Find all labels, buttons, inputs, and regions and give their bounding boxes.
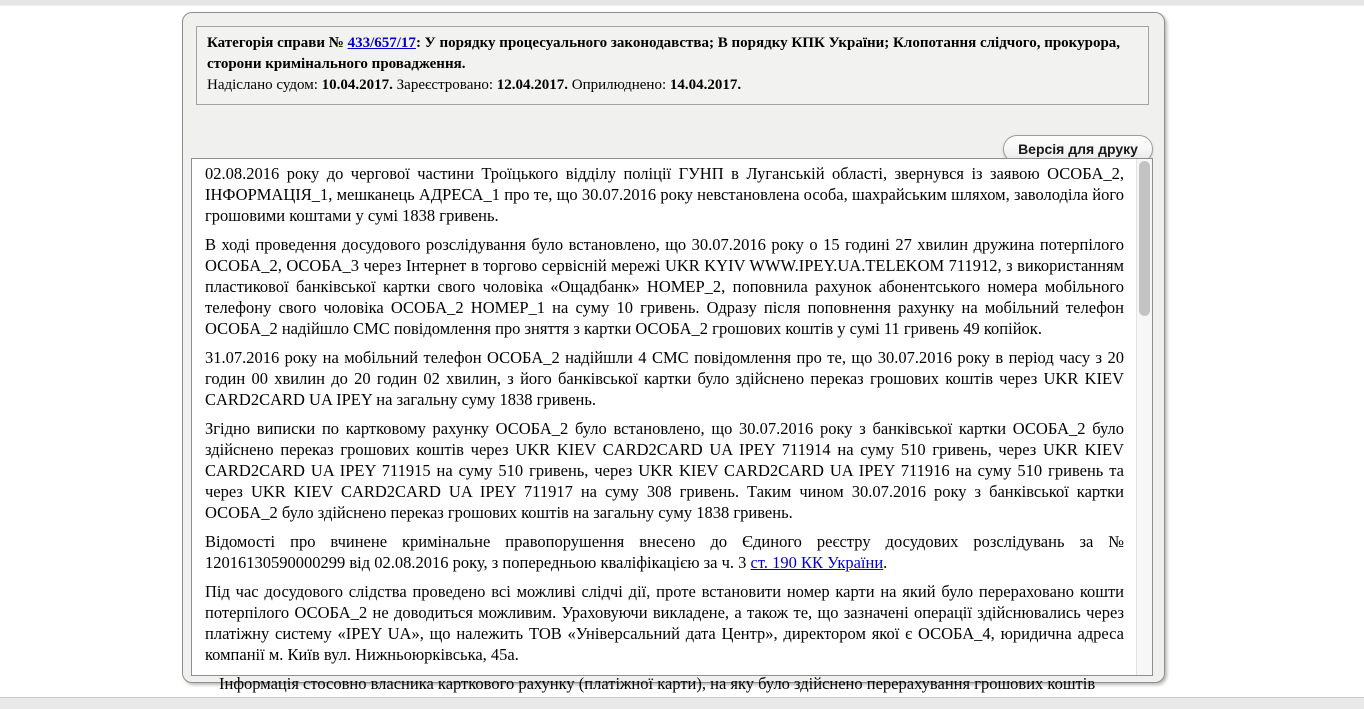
- case-number-link[interactable]: 433/657/17: [347, 35, 416, 51]
- category-label: Категорія справи №: [207, 35, 344, 51]
- law-article-link[interactable]: ст. 190 КК України: [750, 553, 884, 572]
- paragraph-5-text: Відомості про вчинене кримінальне правопорушення внесено до Єдиного реєстру досудових розслідувань за № 12016130590000299 від 02.08.2016 року, з попередньою кваліфікацією за ч. 3: [205, 532, 1124, 572]
- published-date: 14.04.2017.: [669, 77, 742, 93]
- paragraph-6: Під час досудового слідства проведено всі можливі слідчі дії, проте встановити номер карти на який було перераховано кошти потерпілого ОСОБА_2 не доводиться можливим. Ураховуючи викладене, а також те, що зазначені операції здійснювались через платіжну систему «IPEY UA», що належить ТОВ «Універсальний дата Центр», директором якої є ОСОБА_4, юридична адреса компанії м. Київ вул. Нижньоюрківська, 45а.: [205, 582, 1124, 664]
- dates-line: [207, 75, 1138, 96]
- top-window-strip: [0, 0, 1364, 6]
- document-text-area[interactable]: [191, 158, 1153, 693]
- paragraph-3: 31.07.2016 року на мобільний телефон ОСОБА_2 надійшли 4 СМС повідомлення про те, що 30.07.2016 року в період часу з 20 годин 00 хвилин до 20 годин 02 хвилин, з його банківської картки було здійснено переказ грошових коштів через UKR KIEV CARD2CARD UA IPEY на загальну суму 1838 гривень.: [205, 348, 1124, 409]
- registered-date: 12.04.2017.: [496, 77, 569, 93]
- print-version-button[interactable]: Версія для друку: [1003, 135, 1153, 163]
- case-info-box: [196, 26, 1149, 105]
- paragraph-1: 02.08.2016 року до чергової частини Троїцького відділу поліції ГУНП в Луганській області, звернувся із заявою ОСОБА_2, ІНФОРМАЦІЯ_1, мешканець АДРЕСА_1 про те, що 30.07.2016 року невстановлена особа, шахрайським шляхом, заволоділа його грошовими коштами у сумі 1838 гривень.: [205, 164, 1124, 225]
- sent-label: Надіслано судом:: [207, 77, 318, 93]
- published-label: Оприлюднено:: [571, 77, 667, 93]
- paragraph-4: Згідно виписки по картковому рахунку ОСОБА_2 було встановлено, що 30.07.2016 року з банківської картки ОСОБА_2 було здійснено переказ грошових коштів через UKR KIEV CARD2CARD UA IPEY 711914 на суму 510 гривень, через UKR KIEV CARD2CARD UA IPEY 711915 на суму 510 гривень, через UKR KIEV CARD2CARD UA IPEY 711916 на суму 510 гривень та через UKR KIEV CARD2CARD UA IPEY 711917 на суму 308 гривень. Таким чином 30.07.2016 року з банківської картки ОСОБА_2 було здійснено переказ грошових коштів на загальну суму 1838 гривень.: [205, 419, 1124, 522]
- paragraph-7: Інформація стосовно власника карткового рахунку (платіжної карти), на яку було здійснено перерахування грошових коштів: [219, 674, 1096, 693]
- paragraph-5-text-end: .: [883, 553, 888, 572]
- paragraph-5: [205, 531, 1124, 573]
- bottom-window-strip: [0, 697, 1364, 709]
- vertical-scrollbar[interactable]: [1136, 159, 1152, 675]
- registered-label: Зареєстровано:: [396, 77, 494, 93]
- document-panel: [182, 12, 1165, 693]
- scrollbar-thumb[interactable]: [1139, 161, 1150, 316]
- sent-date: 10.04.2017.: [321, 77, 393, 93]
- paragraph-2: В ході проведення досудового розслідування було встановлено, що 30.07.2016 року о 15 годині 27 хвилин дружина потерпілого ОСОБА_2, ОСОБА_3 через Інтернет в торгово сервісній мережі UKR KYIV WWW.IPEY.UA.TELEKOM 711912, з використанням пластикової банківської картки свого чоловіка «Ощадбанк» НОМЕР_2, поповнила рахунок абонентського номера мобільного телефону свого чоловіка ОСОБА_2 НОМЕР_1 на суму 10 гривень. Одразу після поповнення рахунку на мобільний телефон ОСОБА_2 надійшло СМС повідомлення про зняття з картки ОСОБА_2 грошових коштів у сумі 11 гривень 49 копійок.: [205, 235, 1124, 338]
- category-description: : У порядку процесуального законодавства; В порядку КПК України; Клопотання слідчого, прокурора, сторони кримінального провадження.: [207, 35, 1121, 72]
- document-content: [192, 159, 1136, 693]
